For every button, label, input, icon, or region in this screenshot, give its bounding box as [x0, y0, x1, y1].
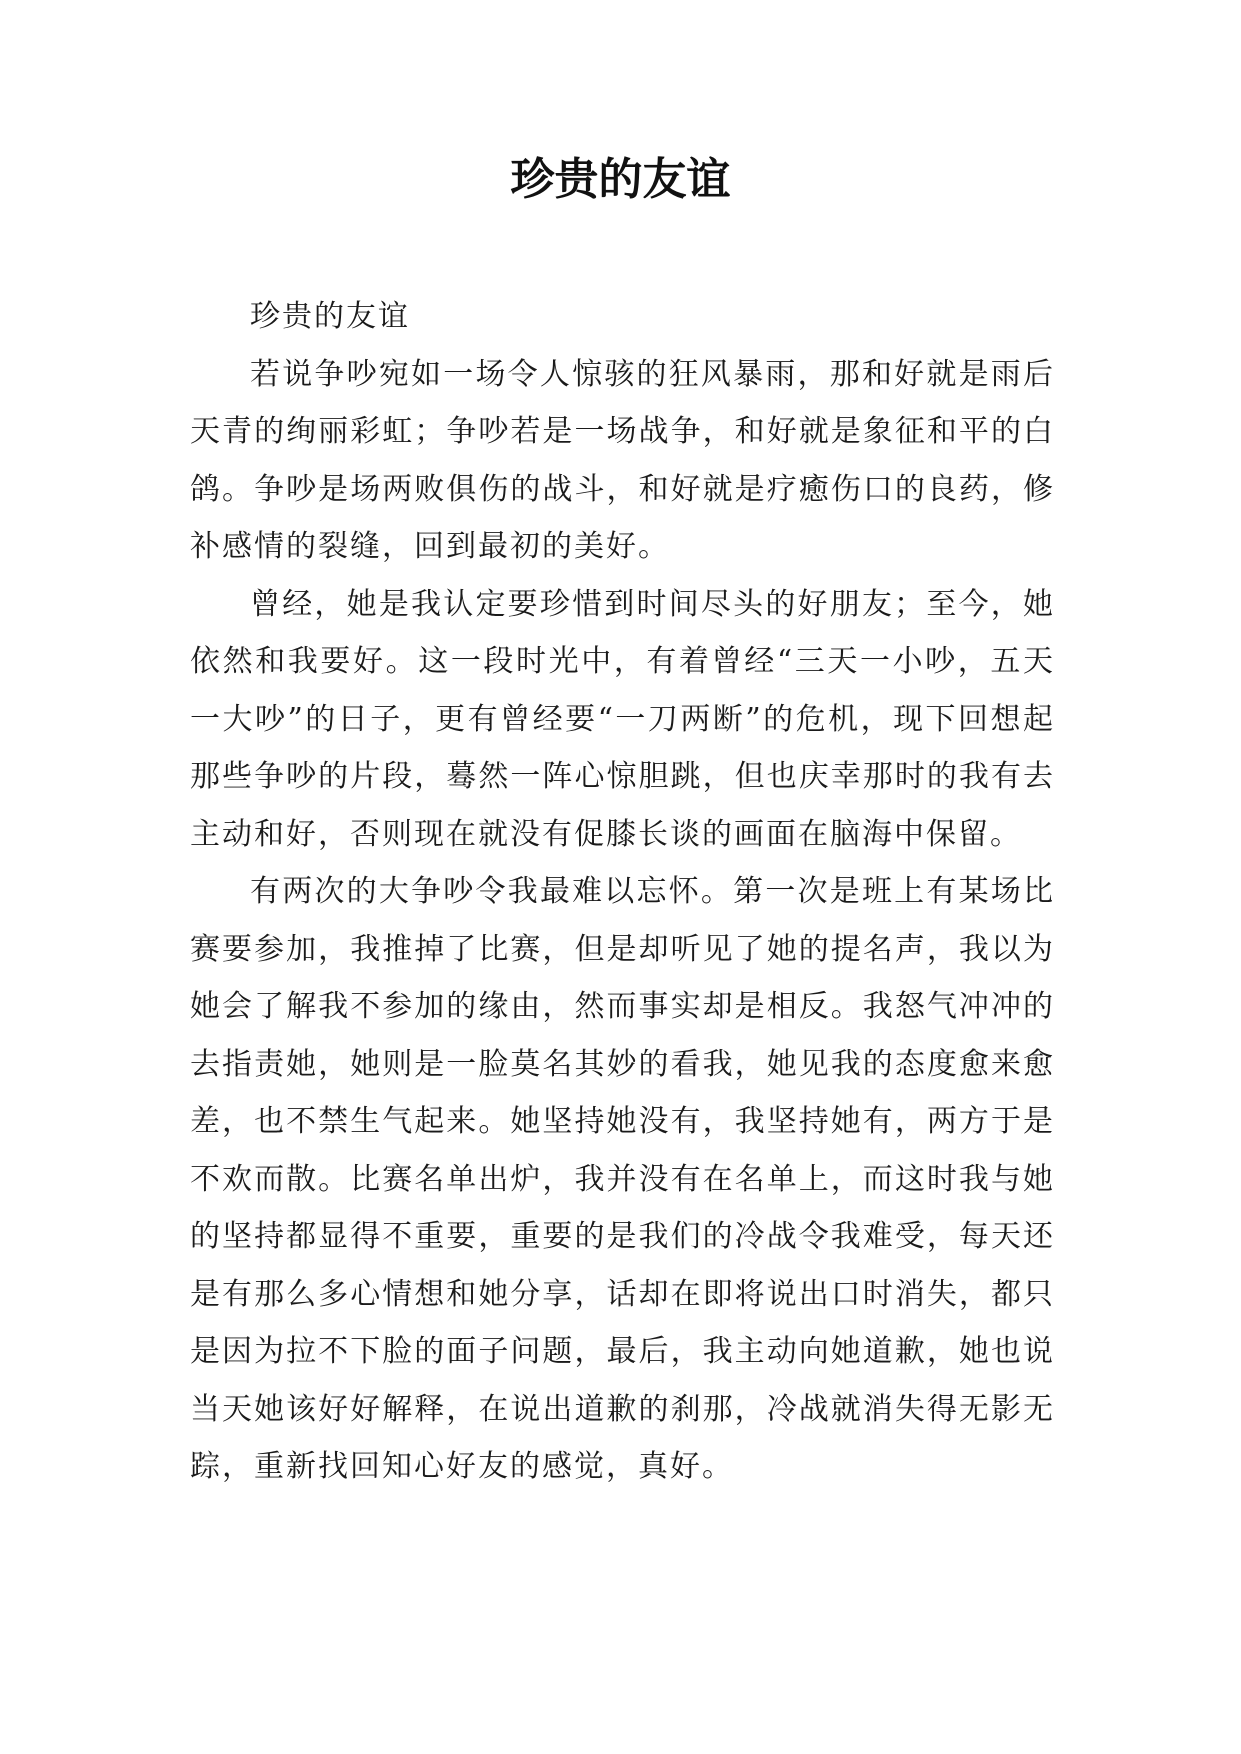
- document-title: 珍贵的友谊: [510, 154, 731, 205]
- document-body: [190, 288, 1055, 1496]
- paragraph-3: 有两次的大争吵令我最难以忘怀。第一次是班上有某场比赛要参加，我推掉了比赛，但是却听见了她的提名声，我以为她会了解我不参加的缘由，然而事实却是相反。我怒气冲冲的去指责她，她则是一脸莫名其妙的看我，她见我的态度愈来愈差，也不禁生气起来。她坚持她没有，我坚持她有，两方于是不欢而散。比赛名单出炉，我并没有在名单上，而这时我与她的坚持都显得不重要，重要的是我们的冷战令我难受，每天还是有那么多心情想和她分享，话却在即将说出口时消失，都只是因为拉不下脸的面子问题，最后，我主动向她道歉，她也说当天她该好好解释，在说出道歉的刹那，冷战就消失得无影无踪，重新找回知心好友的感觉，真好。: [190, 874, 1055, 1484]
- paragraph-heading: 珍贵的友谊: [250, 299, 410, 334]
- paragraph-2: 曾经，她是我认定要珍惜到时间尽头的好朋友；至今，她依然和我要好。这一段时光中，有着曾经“三天一小吵，五天一大吵”的日子，更有曾经要“一刀两断”的危机，现下回想起那些争吵的片段，蓦然一阵心惊胆跳，但也庆幸那时的我有去主动和好，否则现在就没有促膝长谈的画面在脑海中保留。: [190, 586, 1055, 852]
- paragraph-1: 若说争吵宛如一场令人惊骇的狂风暴雨，那和好就是雨后天青的绚丽彩虹；争吵若是一场战争，和好就是象征和平的白鸽。争吵是场两败俱伤的战斗，和好就是疗癒伤口的良药，修补感情的裂缝，回到最初的美好。: [190, 356, 1055, 564]
